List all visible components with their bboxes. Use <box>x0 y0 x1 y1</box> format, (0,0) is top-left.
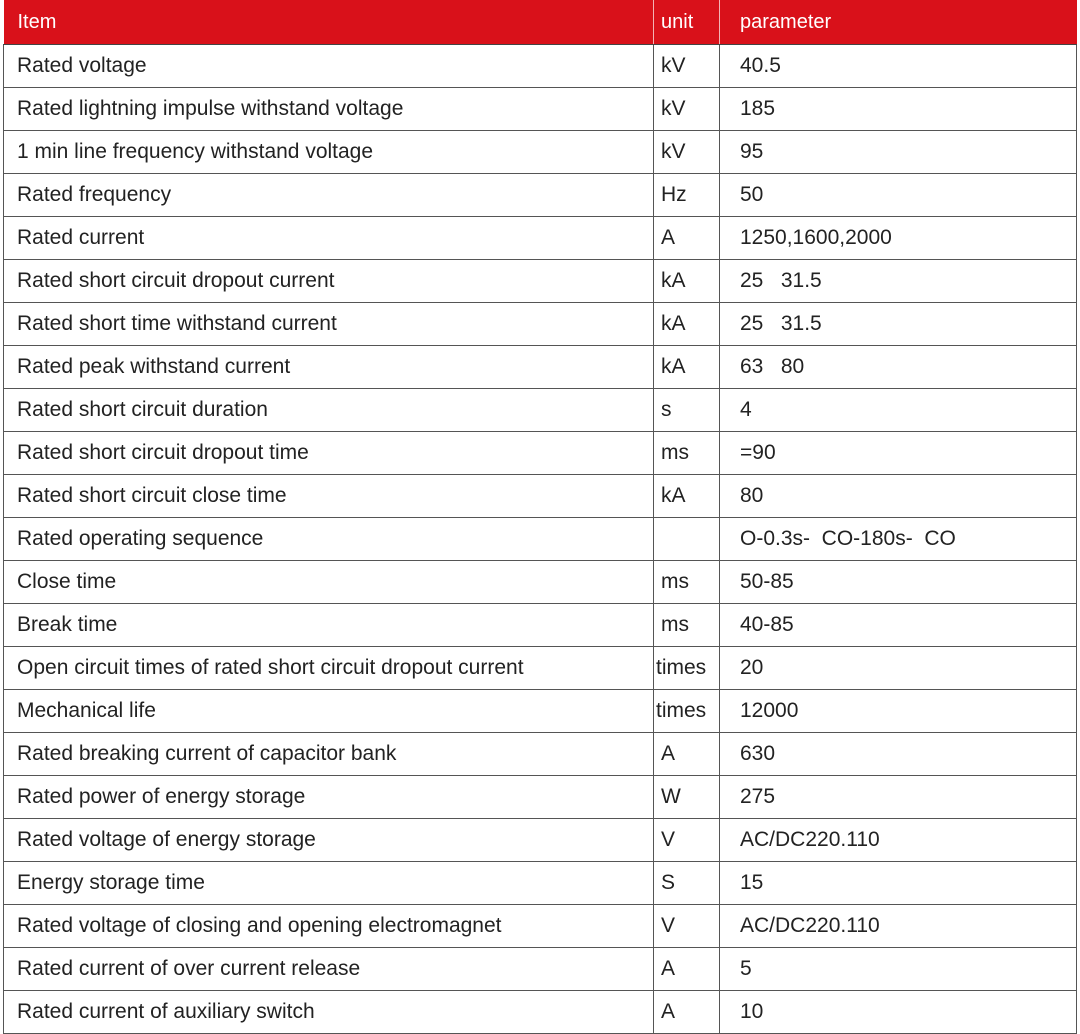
cell-parameter: 25 31.5 <box>720 303 1077 346</box>
cell-unit: A <box>654 733 720 776</box>
cell-parameter: 40.5 <box>720 45 1077 88</box>
table-row <box>4 948 1077 991</box>
cell-unit: W <box>654 776 720 819</box>
cell-parameter: 4 <box>720 389 1077 432</box>
table-row <box>4 862 1077 905</box>
cell-parameter: 185 <box>720 88 1077 131</box>
table-row <box>4 346 1077 389</box>
column-header-item: Item <box>4 0 654 45</box>
cell-unit: ms <box>654 561 720 604</box>
table-header-row <box>4 0 1077 45</box>
cell-unit: ms <box>654 604 720 647</box>
cell-item: Rated current <box>4 217 654 260</box>
column-header-parameter: parameter <box>720 0 1077 45</box>
cell-unit: V <box>654 819 720 862</box>
cell-parameter: AC/DC220.110 <box>720 905 1077 948</box>
table-row <box>4 905 1077 948</box>
cell-unit: kV <box>654 88 720 131</box>
cell-parameter: 1250,1600,2000 <box>720 217 1077 260</box>
cell-unit: ms <box>654 432 720 475</box>
table-body <box>4 45 1077 1034</box>
cell-parameter: 15 <box>720 862 1077 905</box>
cell-item: Close time <box>4 561 654 604</box>
cell-item: Mechanical life <box>4 690 654 733</box>
table-row <box>4 475 1077 518</box>
cell-parameter: 40-85 <box>720 604 1077 647</box>
cell-item: Rated voltage of energy storage <box>4 819 654 862</box>
cell-parameter: 80 <box>720 475 1077 518</box>
cell-item: 1 min line frequency withstand voltage <box>4 131 654 174</box>
cell-item: Rated frequency <box>4 174 654 217</box>
cell-item: Rated short time withstand current <box>4 303 654 346</box>
cell-parameter: 95 <box>720 131 1077 174</box>
cell-unit: A <box>654 217 720 260</box>
cell-parameter: 20 <box>720 647 1077 690</box>
cell-unit: times <box>654 690 720 733</box>
cell-parameter: 5 <box>720 948 1077 991</box>
cell-parameter: 25 31.5 <box>720 260 1077 303</box>
cell-item: Break time <box>4 604 654 647</box>
cell-item: Rated power of energy storage <box>4 776 654 819</box>
cell-item: Rated lightning impulse withstand voltage <box>4 88 654 131</box>
cell-unit: Hz <box>654 174 720 217</box>
column-header-unit: unit <box>654 0 720 45</box>
table-row <box>4 389 1077 432</box>
cell-unit: s <box>654 389 720 432</box>
table-row <box>4 733 1077 776</box>
cell-unit: kA <box>654 260 720 303</box>
cell-unit: A <box>654 991 720 1034</box>
cell-unit: kA <box>654 475 720 518</box>
cell-parameter: O-0.3s- CO-180s- CO <box>720 518 1077 561</box>
table-row <box>4 647 1077 690</box>
cell-parameter: 12000 <box>720 690 1077 733</box>
table-row <box>4 518 1077 561</box>
table-row <box>4 174 1077 217</box>
table-row <box>4 88 1077 131</box>
cell-parameter: 50-85 <box>720 561 1077 604</box>
cell-item: Rated voltage <box>4 45 654 88</box>
cell-unit: A <box>654 948 720 991</box>
cell-item: Rated short circuit close time <box>4 475 654 518</box>
table-row <box>4 45 1077 88</box>
cell-unit: kA <box>654 346 720 389</box>
cell-unit: S <box>654 862 720 905</box>
cell-unit: kA <box>654 303 720 346</box>
table-row <box>4 604 1077 647</box>
table-row <box>4 260 1077 303</box>
cell-unit <box>654 518 720 561</box>
cell-unit: kV <box>654 45 720 88</box>
cell-parameter: 50 <box>720 174 1077 217</box>
cell-item: Rated short circuit dropout current <box>4 260 654 303</box>
table-row <box>4 217 1077 260</box>
cell-item: Rated short circuit duration <box>4 389 654 432</box>
cell-unit: kV <box>654 131 720 174</box>
cell-parameter: 275 <box>720 776 1077 819</box>
cell-item: Energy storage time <box>4 862 654 905</box>
table-row <box>4 131 1077 174</box>
table-row <box>4 561 1077 604</box>
cell-parameter: 63 80 <box>720 346 1077 389</box>
cell-unit: V <box>654 905 720 948</box>
spec-table <box>3 0 1077 1034</box>
cell-unit: times <box>654 647 720 690</box>
cell-item: Rated short circuit dropout time <box>4 432 654 475</box>
cell-item: Rated current of auxiliary switch <box>4 991 654 1034</box>
cell-parameter: AC/DC220.110 <box>720 819 1077 862</box>
cell-parameter: 630 <box>720 733 1077 776</box>
table-row <box>4 690 1077 733</box>
cell-item: Rated operating sequence <box>4 518 654 561</box>
table-row <box>4 819 1077 862</box>
cell-item: Rated current of over current release <box>4 948 654 991</box>
table-row <box>4 303 1077 346</box>
cell-item: Rated peak withstand current <box>4 346 654 389</box>
table-row <box>4 432 1077 475</box>
table-row <box>4 776 1077 819</box>
cell-parameter: 10 <box>720 991 1077 1034</box>
cell-item: Rated voltage of closing and opening electromagnet <box>4 905 654 948</box>
cell-item: Open circuit times of rated short circuit dropout current <box>4 647 654 690</box>
cell-parameter: =90 <box>720 432 1077 475</box>
cell-item: Rated breaking current of capacitor bank <box>4 733 654 776</box>
table-row <box>4 991 1077 1034</box>
